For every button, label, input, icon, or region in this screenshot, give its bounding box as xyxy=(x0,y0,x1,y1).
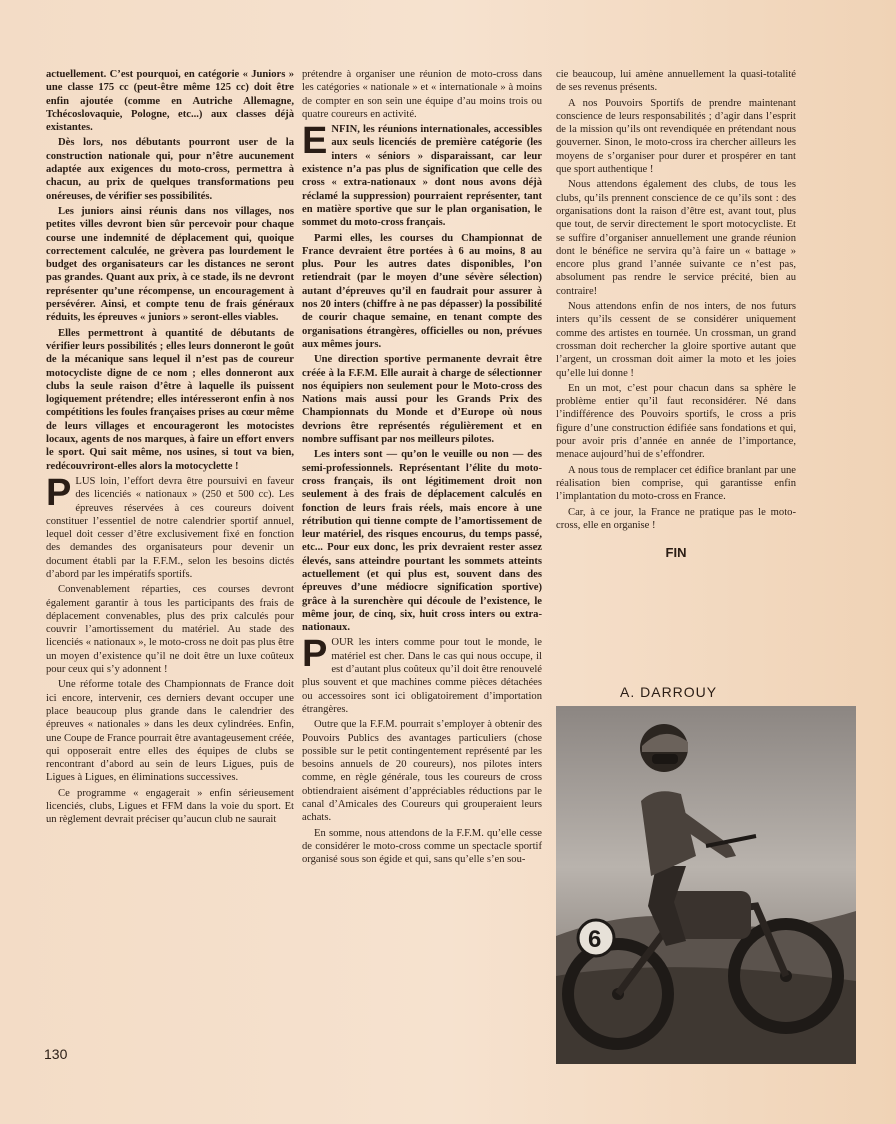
paragraph xyxy=(556,178,796,298)
paragraph-text: Les juniors ainsi réunis dans nos villages, nos petites villes devront bien sûr percevoir pour chaque course une indemnité de déplacement qui, quoique correctement calculée, ne grèvera pas lourdement le budget des organisateurs car les distances ne seront pas grandes. Quant aux prix, à ce stade, ils ne devront représenter qu’une récompense, un encouragement à persévérer. Ainsi, et compte tenu de frais généraux réduits, les épreuves « juniors » seront-elles viables. xyxy=(46,205,294,324)
paragraph-text: Elles permettront à quantité de débutants de vérifier leurs possibilités ; elles leurs donneront le goût de la mécanique sans lequel il n’est pas de coureur motocycliste digne de ce nom ; elles donneront aux clubs la seule raison d’être à laquelle ils puissent logiquement prétendre; elles intéresseront enfin à nos compétitions les foules françaises prises au cœur même de leurs villages et encourageront les motocistes locaux, agents de nos marques, à faire un effort envers le sport. Qui sait même, nos usines, si tout va bien, redécouvriront-elles alors la motocyclette ! xyxy=(46,327,294,472)
column-3 xyxy=(556,68,796,595)
paragraph xyxy=(302,718,542,824)
paragraph xyxy=(46,136,294,202)
paragraph-text: Nous attendons enfin de nos inters, de nos futurs inters qu’ils cessent de se considérer uniquement comme des artistes en tournée. Un crossman, un grand crossman doit rechercher la gloire sportive autant que l’argent, un crossman doit aimer la moto et les joies qu’elle lui donne ! xyxy=(556,301,796,379)
paragraph-text: Parmi elles, les courses du Championnat de France devraient être portées à 6 au moins, 8 au plus. Pour les autres dates disponibles, l’on retiendrait (par le moyen d’une sévère sélection) autant d’épreuves qu’il en faudrait pour assurer à nos 20 inters (chiffre à ne pas dépasser) la possibilité de courir chaque semaine, en tenant compte des organisations étrangères, officielles ou non, prévues aux mêmes jours. xyxy=(302,232,542,350)
paragraph xyxy=(556,68,796,95)
article-end-marker: FIN xyxy=(665,545,687,561)
paragraph-text: En somme, nous attendons de la F.F.M. qu’elle cesse de considérer le moto-cross comme un spectacle sportif organisé sous son égide et qui, sans qu’elle s’en sou- xyxy=(302,827,542,866)
paragraph xyxy=(556,97,796,177)
paragraph xyxy=(46,583,294,676)
paragraph xyxy=(556,300,796,380)
drop-cap: P xyxy=(302,633,328,676)
rider-illustration xyxy=(556,706,856,1064)
paragraph-text: Convenablement réparties, ces courses devront également garantir à tous les participants des frais de déplacement convenables, plus des prix calculés pour couvrir l’amortissement du matériel. Au stade des licenciés « nationaux », le moto-cross ne doit pas plus être un moyen d’existence qu’il ne doit être un luxe coûteux pour ceux qui s’y adonnent ! xyxy=(46,584,294,676)
paragraph xyxy=(46,471,294,581)
paragraph-text: Nous attendons également des clubs, de tous les clubs, qu’ils prennent conscience de ce qu’ils sont : des organisations dont la raison d’être est, avant tout, plus que tout, de servir directement le sport motocycliste. Et se suffire d’organiser annuellement une grande réunion dont le bénéfice ne servira qu’à faire un « battage » encore plus grand l’année suivante ce n’est pas, absolument pas rendre le service précité, bien au contraire! xyxy=(556,179,796,297)
paragraph xyxy=(556,464,796,504)
paragraph xyxy=(46,327,294,473)
paragraph xyxy=(302,827,542,867)
paragraph-text: En un mot, c’est pour chacun dans sa sphère le problème entier qu’il faut reconsidérer. Né dans l’indifférence des Pouvoirs sportifs, le cross a pris figure d’une construction édifiée sans fondations et qui, pour avoir pris d’année en année de l’importance, menace aujourd’hui de s’effondrer. xyxy=(556,382,796,461)
plate-number: 6 xyxy=(588,926,602,953)
paragraph xyxy=(302,448,542,634)
column-2 xyxy=(302,68,542,869)
paragraph xyxy=(302,633,542,716)
paragraph xyxy=(302,120,542,229)
paragraph xyxy=(556,382,796,462)
paragraph-text: actuellement. C’est pourquoi, en catégorie « Juniors » une classe 175 cc (peut-être même 125 cc) doit être enfin ajoutée (comme en Autriche Allemagne, Tchécoslovaquie, Pologne, etc...) aux classes déjà existantes. xyxy=(46,69,294,134)
paragraph xyxy=(46,787,294,827)
paragraph-text: LUS loin, l’effort devra être poursuivi en faveur des licenciés « nationaux » (250 et 500 cc). Les épreuves réservées à ces coureurs doivent constituer l’essentiel de notre calendrier sportif annuel, lequel doit cesser d’être exclusivement fixé en fonction des demandes des organisateurs pour devenir un document établi par la F.F.M., selon les besoins dictés d’abord par les impératifs sportifs. xyxy=(46,475,294,580)
paragraph-text: NFIN, les réunions internationales, accessibles aux seuls licenciés de première catégorie (les inters « séniors » disparaissant, car leur existence n’a pas plus de signification que celle des cross « extra-nationaux » dont nous avons déjà réclamé la suppression) pourraient représenter, tant en matière sportive que sur le plan organisation, le sommet du moto-cross français. xyxy=(302,124,542,229)
paragraph xyxy=(302,232,542,352)
drop-cap: E xyxy=(302,120,328,163)
paragraph-text: Outre que la F.F.M. pourrait s’employer à obtenir des Pouvoirs Publics des avantages particuliers (chose possible sur le petit contingentement représenté par les besoins annuels de 20 coureurs), nos pilotes inters comme, en règle générale, tous les coureurs de cross obtiendraient aisément d’appréciables réductions par le canal d’Amicales des Coureurs qui grouperaient leurs achats. xyxy=(302,719,542,824)
column-1 xyxy=(46,68,294,829)
paragraph-text: A nous tous de remplacer cet édifice branlant par une réalisation bien comprise, qui garantisse enfin l’implantation du moto-cross en France. xyxy=(556,464,796,503)
paragraph-text: A nos Pouvoirs Sportifs de prendre maintenant conscience de leurs responsabilités ; d’agir dans l’esprit de la mission qu’ils ont revendiquée en prétendant nous gouverner. Sinon, le moto-cross ira chercher ailleurs les moyens de s’organiser pour durer et prospérer en tant que sport authentique ! xyxy=(556,97,796,176)
paragraph xyxy=(46,678,294,784)
author-signature: A. DARROUY xyxy=(620,684,718,700)
paragraph xyxy=(302,68,542,121)
paragraph-text: cie beaucoup, lui amène annuellement la quasi-totalité de ses revenus présents. xyxy=(556,69,796,94)
paragraph-text: Ce programme « engagerait » enfin sérieusement licenciés, clubs, Ligues et FFM dans la voie du sport. Et un règlement devrait préciser qu’aucun club ne saurait xyxy=(46,787,294,826)
paragraph xyxy=(302,353,542,446)
motocross-rider-photo xyxy=(556,706,856,1064)
paragraph xyxy=(556,506,796,533)
paragraph-text: Une réforme totale des Championnats de France doit ici encore, intervenir, ces derniers devant occuper une place beaucoup plus grande dans le calendrier des épreuves « nationales » dans les deux cylindrées. Enfin, une Coupe de France pourrait être avantageusement créée, qui opposerait entre elles des équipes de clubs se rencontrant d’abord au sein de leurs Ligues, puis de Ligues à Ligues, en éliminations successives. xyxy=(46,679,294,784)
paragraph-text: Les inters sont — qu’on le veuille ou non — des semi-professionnels. Représentant l’élite du moto-cross français, ils ont légitimement droit non seulement à des frais de déplacement calculés en fonction de leurs frais réels, mais encore à une rétribution qui tienne compte de l’amortissement de leur matériel, des risques encourus, du temps passé, etc... Pour eux donc, les prix devraient rester assez élevés, sans atteindre pourtant les sommets atteints actuellement (et qui plus est, souvent dans des épreuves d’une médiocre signification sportive) grâce à la surenchère qui découle de l’existence, le même jour, de cinq, six, huit cross inters ou extra-nationaux. xyxy=(302,449,542,634)
paragraph-text: prétendre à organiser une réunion de moto-cross dans les catégories « nationale » et « internationale » à moins de compter en son sein une équipe d’au moins trois ou quatre coureurs en activité. xyxy=(302,69,542,120)
paragraph-text: Une direction sportive permanente devrait être créée à la F.F.M. Elle aurait à charge de sélectionner nos équipiers non seulement pour le Moto-cross des Nations mais aussi pour les Grands Prix des Championnats du Monde et d’Europe où nous devrions être représentés régulièrement et en nombre suffisant par nos meilleurs pilotes. xyxy=(302,354,542,446)
paragraph xyxy=(46,205,294,325)
paragraph-text: Dès lors, nos débutants pourront user de la construction nationale qui, pour n’être aucunement adaptée aux exigences du moto-cross, permettra à chacun, au prix de quelques transformations peu onéreuses, de vérifier ses possibilités. xyxy=(46,137,294,202)
page-number: 130 xyxy=(44,1046,68,1062)
paragraph-text: Car, à ce jour, la France ne pratique pas le moto-cross, elle en organise ! xyxy=(556,506,796,531)
paragraph-text: OUR les inters comme pour tout le monde, le matériel est cher. Dans le cas qui nous occupe, il est d’autant plus coûteux qu’il doit être renouvelé plus souvent et que machines comme pièces détachées ou accessoires sont ici obligatoirement d’importation étrangères. xyxy=(302,637,542,715)
paragraph xyxy=(46,68,294,134)
drop-cap: P xyxy=(46,471,72,514)
